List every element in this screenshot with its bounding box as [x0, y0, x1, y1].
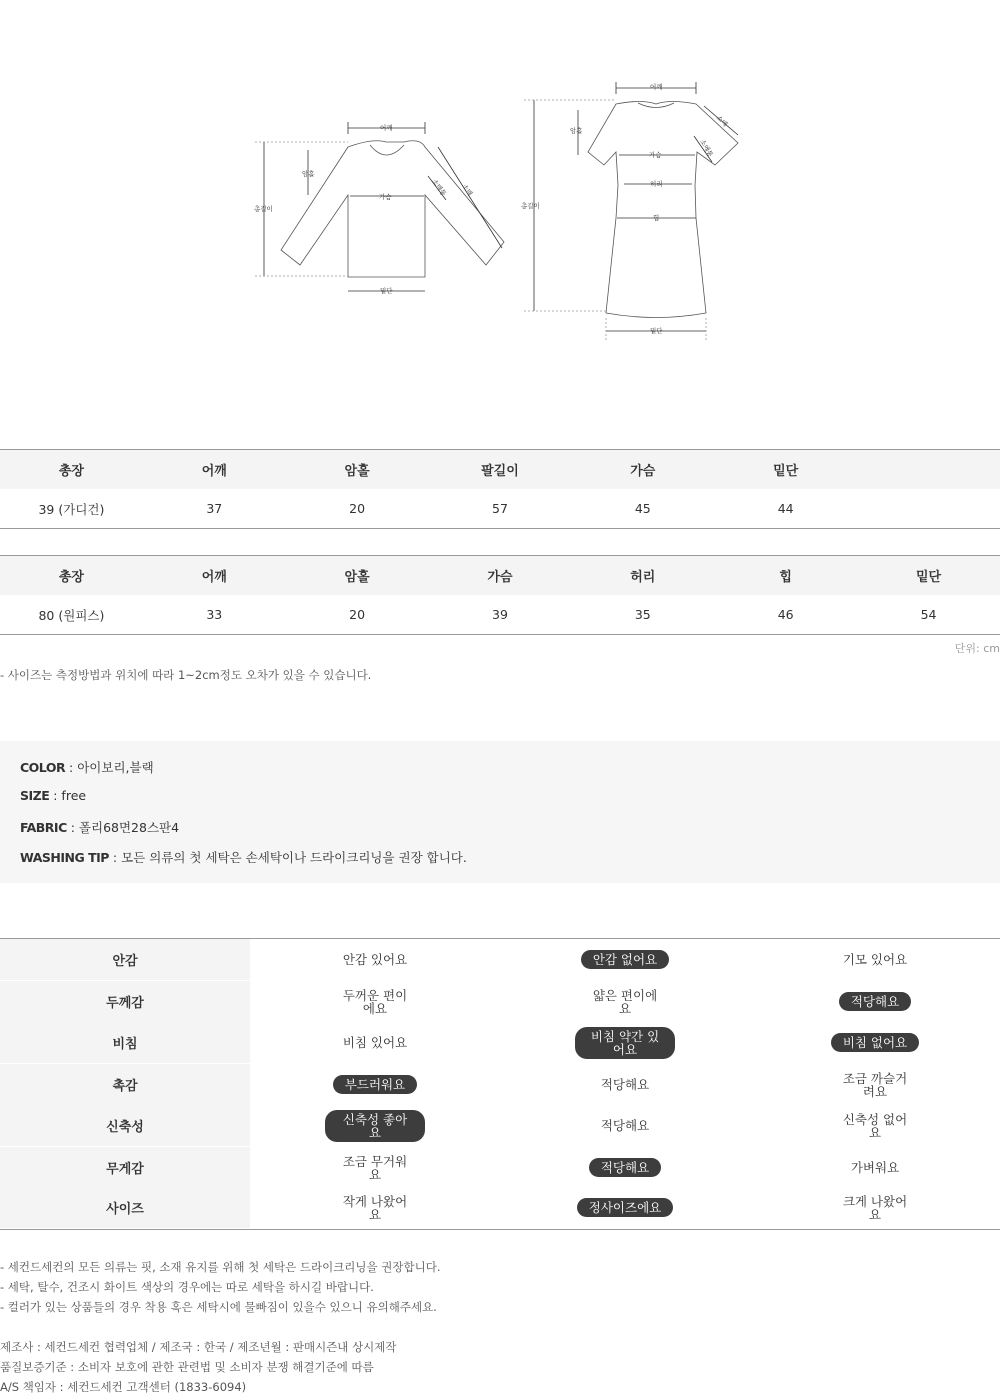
dress-sleeve-width-label: 소매통	[698, 138, 715, 159]
attribute-name: 비침	[0, 1022, 250, 1063]
care-note: - 세컨드세컨의 모든 의류는 핏, 소재 유지를 위해 첫 세탁은 드라이크리닝을 권장합니다.	[0, 1260, 441, 1274]
attribute-option-label: 안감 없어요	[581, 950, 669, 969]
attribute-option-selected	[750, 1022, 1000, 1063]
attribute-option-label: 적당해요	[589, 1158, 661, 1177]
table-cell: 57	[429, 489, 572, 529]
size-note: - 사이즈는 측정방법과 위치에 따라 1~2cm정도 오차가 있을 수 있습니다.	[0, 668, 372, 682]
col-header: 가슴	[571, 450, 714, 490]
attribute-option	[750, 1187, 1000, 1228]
attribute-row	[0, 1187, 1000, 1228]
table-header-row	[0, 450, 1000, 490]
col-header: 어깨	[143, 450, 286, 490]
attribute-row	[0, 1105, 1000, 1146]
attribute-option-label: 크게 나왔어요	[842, 1193, 908, 1222]
table-cell: 45	[571, 489, 714, 529]
info-fabric: FABRIC : 폴리68면28스판4	[20, 820, 180, 835]
dress-waist-label: 허리	[650, 180, 663, 188]
table-cell: 20	[286, 489, 429, 529]
table-header-row	[0, 556, 1000, 596]
table-cell	[857, 489, 1000, 529]
attribute-option-label: 적당해요	[600, 1077, 650, 1092]
col-header: 밑단	[714, 450, 857, 490]
attribute-option-label: 적당해요	[839, 992, 911, 1011]
dress-hip-label: 힙	[653, 214, 660, 222]
info-washing-tip: WASHING TIP : 모든 의류의 첫 세탁은 손세탁이나 드라이크리닝을 권장 합니다.	[20, 850, 467, 865]
dress-armhole-label: 암홀	[570, 127, 583, 135]
col-header: 밑단	[857, 556, 1000, 596]
attribute-name: 두께감	[0, 981, 250, 1022]
attribute-option	[250, 1147, 500, 1188]
product-info-box	[0, 741, 1000, 883]
manufacturer-info: 제조사 : 세컨드세컨 협력업체 / 제조국 : 한국 / 제조년월 : 판매시즌내 상시제작	[0, 1340, 397, 1354]
attribute-option-selected	[250, 1105, 500, 1146]
attribute-option-selected	[500, 1022, 750, 1063]
attribute-row	[0, 939, 1000, 980]
dress-size-table	[0, 555, 1000, 635]
cardigan-sleeve-label: 소매	[460, 182, 475, 198]
as-contact-info: A/S 책임자 : 세컨드세컨 고객센터 (1833-6094)	[0, 1380, 247, 1394]
attribute-row	[0, 1022, 1000, 1063]
attribute-option-label: 안감 있어요	[342, 952, 408, 967]
dress-shoulder-label: 어깨	[650, 83, 663, 91]
attribute-name: 무게감	[0, 1147, 250, 1188]
quality-standard-info: 품질보증기준 : 소비자 보호에 관한 관련법 및 소비자 분쟁 해결기준에 따름	[0, 1360, 374, 1374]
attribute-option-selected	[500, 939, 750, 980]
table-cell: 54	[857, 595, 1000, 635]
col-header: 암홀	[286, 556, 429, 596]
attribute-option-label: 비침 약간 있어요	[575, 1027, 675, 1059]
col-header: 총장	[0, 450, 143, 490]
col-header: 암홀	[286, 450, 429, 490]
attribute-row	[0, 1147, 1000, 1188]
attribute-option-label: 가벼워요	[850, 1160, 900, 1175]
attribute-option	[500, 1105, 750, 1146]
attribute-option	[250, 981, 500, 1022]
attribute-option	[250, 1022, 500, 1063]
attribute-option-label: 적당해요	[600, 1118, 650, 1133]
cardigan-chest-label: 가슴	[379, 193, 392, 201]
attribute-option-label: 신축성 좋아요	[325, 1110, 425, 1142]
cardigan-sleeve-width-label: 소매통	[430, 177, 448, 198]
attribute-name: 신축성	[0, 1105, 250, 1146]
attribute-option	[750, 1147, 1000, 1188]
col-header: 허리	[571, 556, 714, 596]
attribute-option	[750, 1105, 1000, 1146]
info-size: SIZE : free	[20, 788, 87, 803]
dress-diagram	[524, 82, 738, 340]
col-header: 어깨	[143, 556, 286, 596]
col-header	[857, 450, 1000, 490]
cardigan-armhole-label: 암홀	[302, 170, 315, 178]
attribute-row	[0, 1064, 1000, 1105]
table-cell: 80 (원피스)	[0, 595, 143, 635]
col-header: 가슴	[429, 556, 572, 596]
attribute-option-label: 정사이즈에요	[577, 1198, 673, 1217]
table-cell: 39 (가디건)	[0, 489, 143, 529]
table-cell: 20	[286, 595, 429, 635]
attribute-option-label: 비침 있어요	[342, 1035, 408, 1050]
table-row	[0, 489, 1000, 529]
product-attribute-table	[0, 938, 1000, 1230]
attribute-name: 사이즈	[0, 1187, 250, 1228]
table-row	[0, 595, 1000, 635]
attribute-option-label: 신축성 없어요	[842, 1111, 908, 1140]
attribute-option	[500, 981, 750, 1022]
table-cell: 44	[714, 489, 857, 529]
attribute-option	[250, 939, 500, 980]
cardigan-shoulder-label: 어깨	[380, 124, 393, 132]
col-header: 총장	[0, 556, 143, 596]
dress-hem-label: 밑단	[650, 327, 663, 335]
info-color: COLOR : 아이보리,블랙	[20, 760, 154, 775]
attribute-option	[500, 1064, 750, 1105]
table-cell: 35	[571, 595, 714, 635]
dress-length-label: 총길이	[521, 202, 540, 210]
table-cell: 39	[429, 595, 572, 635]
attribute-option-selected	[500, 1147, 750, 1188]
attribute-option-label: 얇은 편이에요	[592, 987, 658, 1016]
col-header: 힙	[714, 556, 857, 596]
attribute-option-label: 기모 있어요	[842, 952, 908, 967]
attribute-option-label: 두꺼운 편이에요	[342, 987, 408, 1016]
attribute-option-selected	[750, 981, 1000, 1022]
attribute-option-selected	[250, 1064, 500, 1105]
attribute-name: 안감	[0, 939, 250, 980]
measurement-diagram	[0, 0, 1000, 420]
dress-chest-label: 가슴	[649, 151, 662, 159]
table-cell: 46	[714, 595, 857, 635]
cardigan-length-label: 총길이	[254, 205, 273, 213]
care-note: - 세탁, 탈수, 건조시 화이트 색상의 경우에는 따로 세탁을 하시길 바랍니다.	[0, 1280, 374, 1294]
attribute-option	[750, 1064, 1000, 1105]
attribute-option	[750, 939, 1000, 980]
attribute-row	[0, 981, 1000, 1022]
cardigan-size-table	[0, 449, 1000, 529]
attribute-option	[250, 1187, 500, 1228]
unit-label: 단위: cm	[954, 642, 1000, 655]
dress-sleeve-label: 소매	[714, 113, 730, 129]
attribute-option-label: 부드러워요	[333, 1075, 417, 1094]
attribute-option-selected	[500, 1187, 750, 1228]
attribute-option-label: 조금 까슬거려요	[842, 1070, 908, 1099]
attribute-name: 촉감	[0, 1064, 250, 1105]
attribute-option-label: 조금 무거워요	[342, 1153, 408, 1182]
care-note: - 컬러가 있는 상품들의 경우 착용 혹은 세탁시에 물빠짐이 있을수 있으니 유의해주세요.	[0, 1300, 437, 1314]
attribute-option-label: 비침 없어요	[831, 1033, 919, 1052]
table-cell: 37	[143, 489, 286, 529]
cardigan-diagram	[255, 122, 504, 291]
col-header: 팔길이	[429, 450, 572, 490]
cardigan-hem-label: 밑단	[380, 287, 393, 295]
table-cell: 33	[143, 595, 286, 635]
attribute-option-label: 작게 나왔어요	[342, 1193, 408, 1222]
